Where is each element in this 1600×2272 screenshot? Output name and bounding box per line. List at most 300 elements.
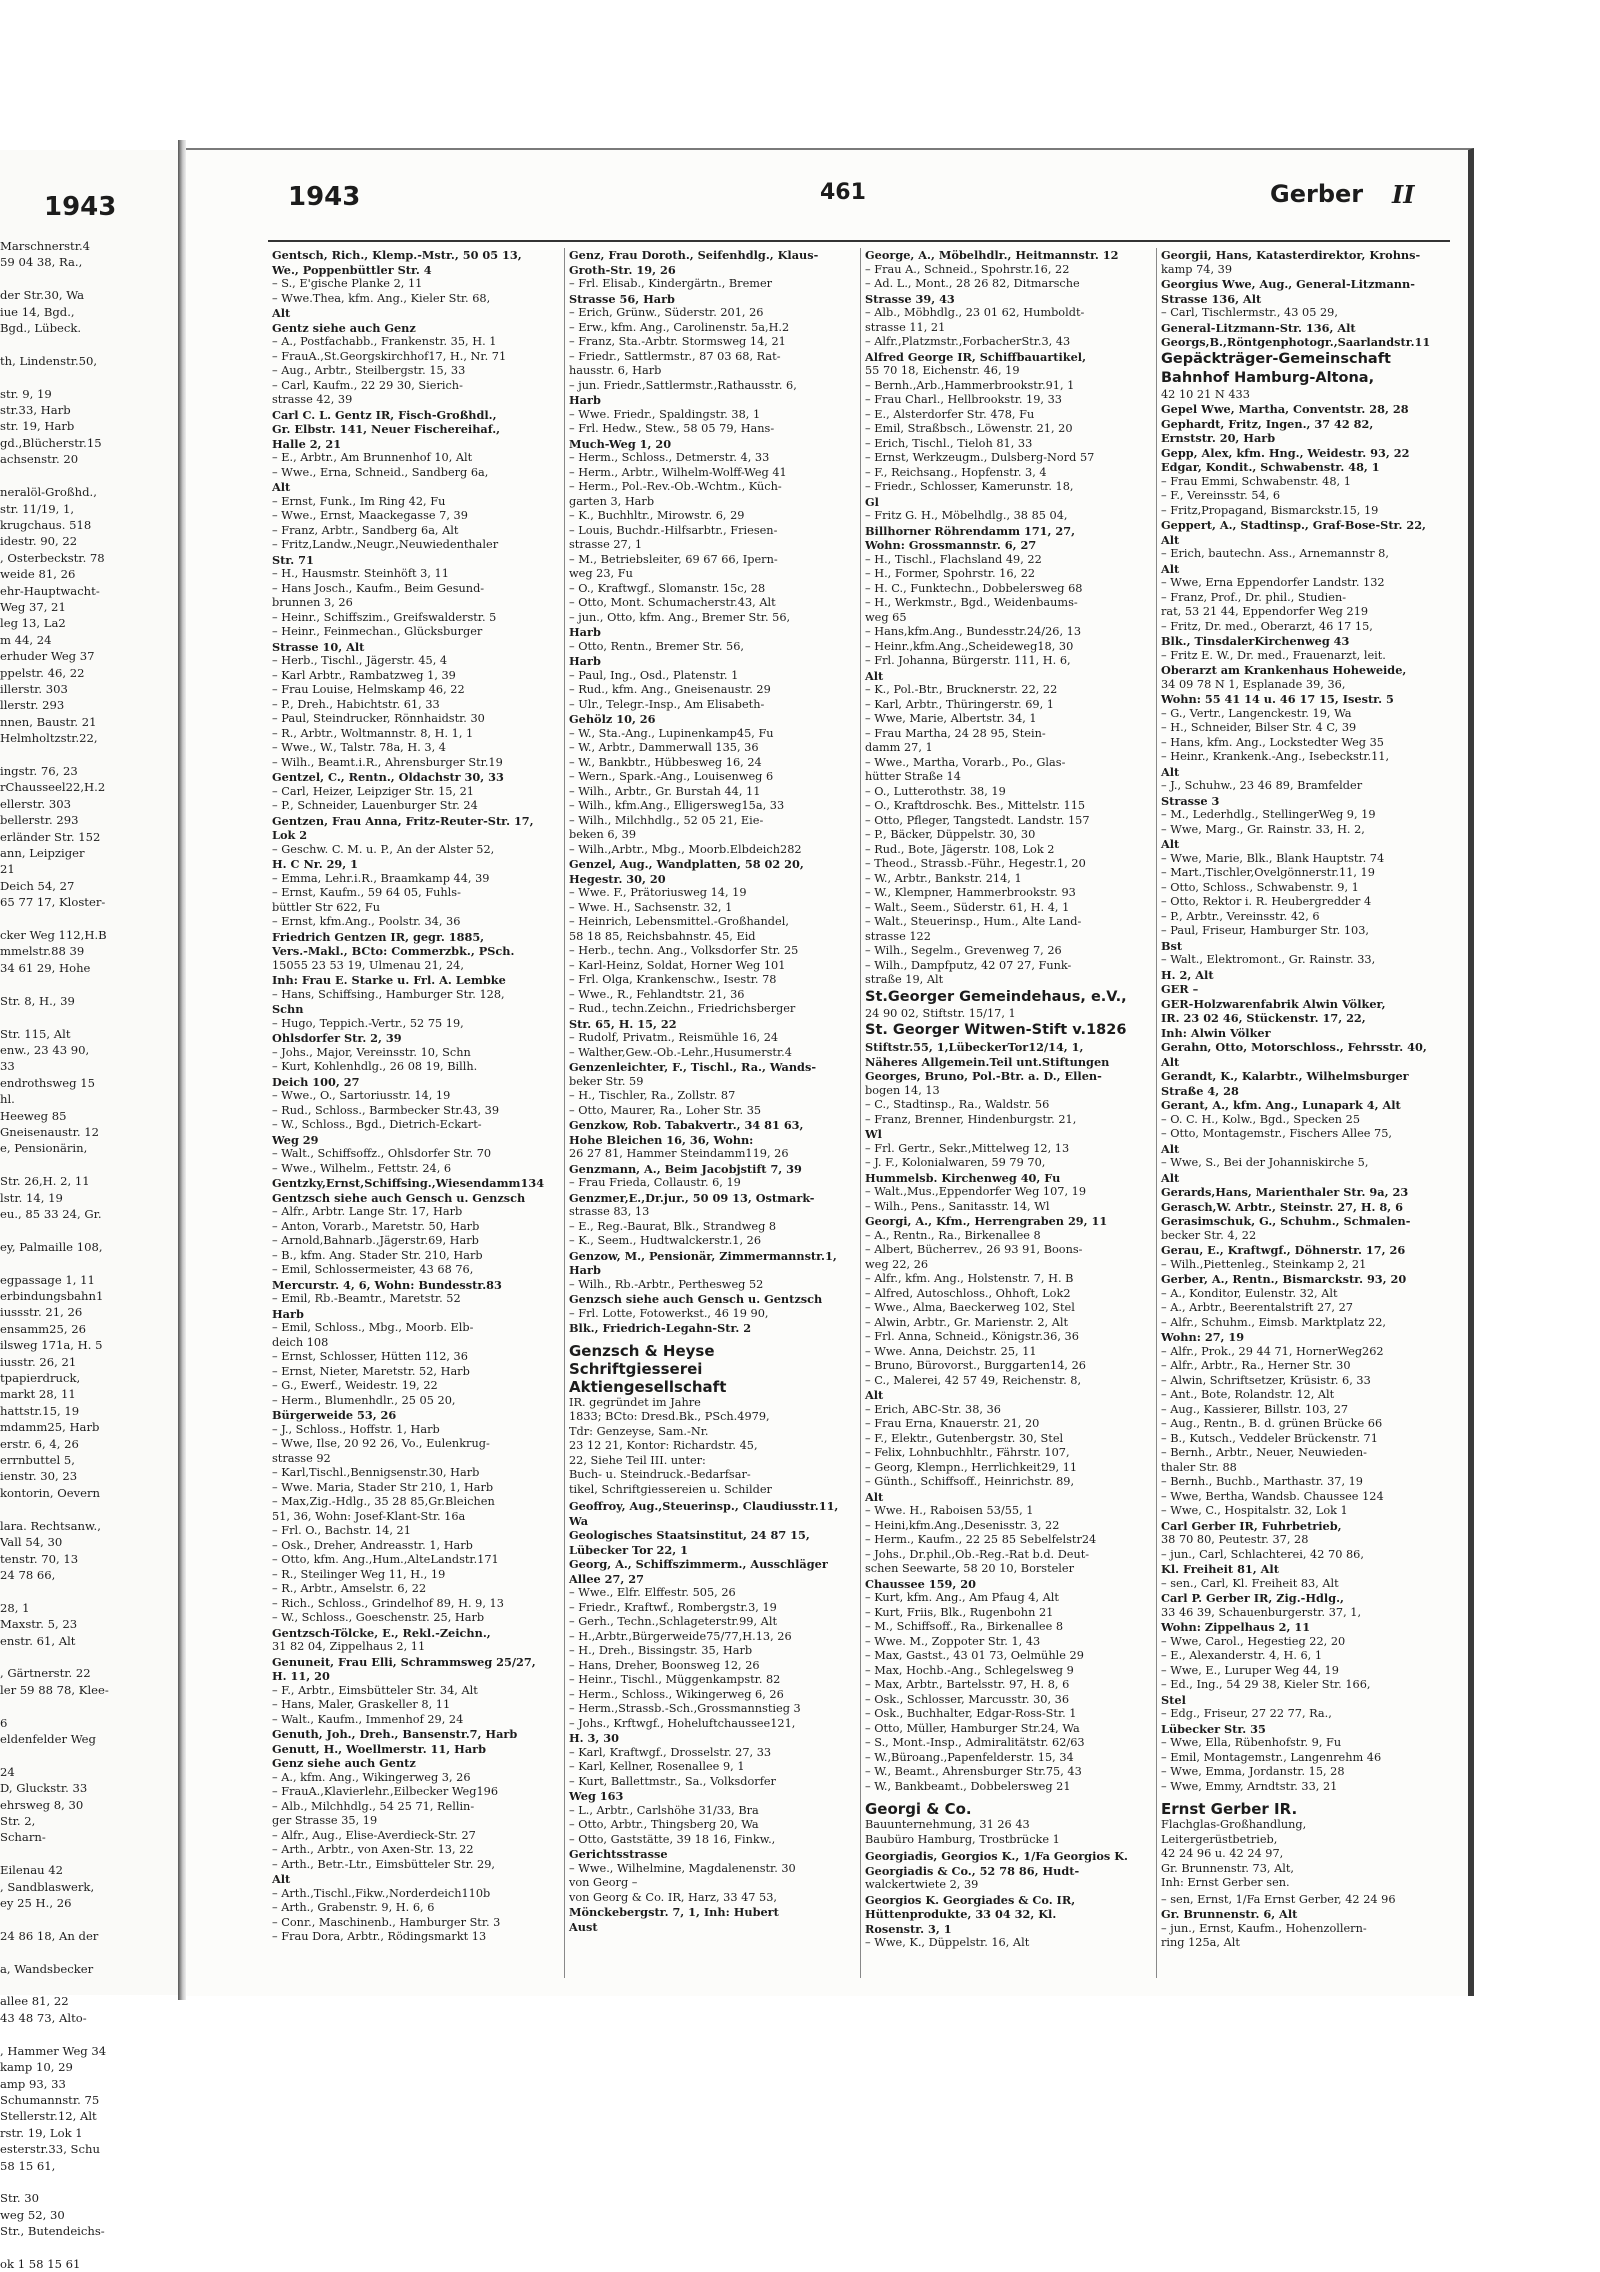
directory-heading: Straße 4, 28 [1161, 1083, 1239, 1098]
directory-entry: – Kurt, Friis, Blk., Rugenbohn 21 [865, 1605, 1054, 1619]
left-page-line: ey, Palmaille 108, [0, 1239, 103, 1254]
left-page-line: Eilenau 42 [0, 1863, 64, 1878]
left-page-line: , Hammer Weg 34 [0, 2043, 107, 2058]
directory-heading: Genzkow, Rob. Tabakvertr., 34 81 63, [569, 1118, 804, 1132]
directory-entry: strasse 122 [865, 929, 931, 943]
directory-heading: Genuneit, Frau Elli, Schrammsweg 25/27, [272, 1654, 536, 1669]
directory-entry: – Max, Hochb.-Ang., Schlegelsweg 9 [865, 1663, 1074, 1677]
directory-entry: – E., Arbtr., Am Brunnenhof 10, Alt [272, 451, 473, 464]
directory-entry: – Ernst, Kaufm., 59 64 05, Fuhls- [272, 886, 461, 899]
left-page-line: ppelstr. 46, 22 [0, 665, 85, 680]
directory-heading: Much-Weg 1, 20 [569, 436, 672, 451]
directory-heading: IR. 23 02 46, Stückenstr. 17, 22, [1161, 1011, 1366, 1025]
directory-entry: – Wwe., Erna, Schneid., Sandberg 6a, [272, 465, 489, 479]
directory-entry: von Georg – [569, 1876, 638, 1889]
directory-heading: Str. 71 [272, 552, 314, 567]
directory-entry: – Wilh., Segelm., Grevenweg 7, 26 [865, 944, 1062, 957]
firm-line: Buch- u. Steindruck.-Bedarfsar- [569, 1468, 751, 1481]
firm-line: 23 12 21, Kontor: Richardstr. 45, [569, 1439, 758, 1452]
left-page-line: lara. Rechtsanw., [0, 1518, 101, 1533]
left-page-line: 65 77 17, Kloster- [0, 895, 106, 910]
directory-entry: – Frl. O., Bachstr. 14, 21 [272, 1524, 411, 1537]
directory-entry: – H., Tischler, Ra., Zollstr. 87 [569, 1089, 736, 1102]
left-page-line: Scharn- [0, 1830, 46, 1845]
directory-entry: – jun., Carl, Schlachterei, 42 70 86, [1161, 1547, 1364, 1561]
left-page-line: m 44, 24 [0, 632, 52, 647]
directory-entry: – Wilh.,Piettenleg., Steinkamp 2, 21 [1161, 1257, 1367, 1271]
directory-heading: Gerasch,W. Arbtr., Steinstr. 27, H. 8, 6 [1161, 1199, 1403, 1214]
left-page-line [0, 1583, 176, 1599]
directory-entry: strasse 42, 39 [272, 393, 353, 406]
directory-entry: – Friedr., Kraftwf., Rombergstr.3, 19 [569, 1600, 777, 1614]
directory-heading: Carl P. Gerber IR, Zig.-Hdlg., [1161, 1591, 1344, 1605]
directory-heading: Wohn: 55 41 14 u. 46 17 15, Isestr. 5 [1161, 692, 1394, 706]
directory-entry: hütter Straße 14 [865, 770, 961, 783]
directory-entry: – Ed., Ing., 54 29 38, Kieler Str. 166, [1161, 1678, 1371, 1691]
directory-entry: rat, 53 21 44, Eppendorfer Weg 219 [1161, 605, 1369, 618]
left-page-line: mdamm25, Harb [0, 1420, 100, 1435]
directory-entry: – Alfr.,Platzmstr.,ForbacherStr.3, 43 [865, 335, 1071, 348]
directory-entry: weg 22, 26 [865, 1257, 929, 1271]
directory-entry: – Herm.,Strassb.-Sch.,Grossmannstieg 3 [569, 1702, 801, 1715]
directory-entry: – Herb., techn. Ang., Volksdorfer Str. 25 [569, 944, 799, 957]
directory-heading: Alt [1161, 764, 1180, 779]
directory-entry: – P., Bäcker, Düppelstr. 30, 30 [865, 828, 1036, 841]
left-page-line: Str. 30 [0, 2191, 39, 2206]
left-page-line: hattstr.15, 19 [0, 1403, 80, 1418]
directory-heading: Gerahn, Otto, Motorschloss., Fehrsstr. 40, [1161, 1040, 1427, 1054]
directory-heading: Genz, Frau Doroth., Seifenhdlg., Klaus- [569, 248, 819, 262]
directory-entry: von Georg & Co. IR, Harz, 33 47 53, [569, 1890, 778, 1904]
left-page-line: rChausseel22,H.2 [0, 780, 106, 795]
directory-entry: – Heinr., Feinmechan., Glücksburger [272, 625, 483, 638]
directory-entry: – Emil, Schlossermeister, 43 68 76, [272, 1263, 474, 1276]
left-page-line: amp 93, 33 [0, 2076, 66, 2091]
directory-entry: – E., Reg.-Baurat, Blk., Strandweg 8 [569, 1219, 777, 1233]
directory-entry: – Hans, Dreher, Boonsweg 12, 26 [569, 1658, 760, 1672]
directory-entry: – Wilh.,Arbtr., Mbg., Moorb.Elbdeich282 [569, 842, 802, 856]
directory-entry: – Erich, bautechn. Ass., Arnemannstr 8, [1161, 547, 1389, 560]
directory-entry: – Wern., Spark.-Ang., Louisenweg 6 [569, 770, 774, 783]
directory-entry: – Bernh.,Arb.,Hammerbrookstr.91, 1 [865, 378, 1075, 392]
left-page-line: Helmholtzstr.22, [0, 731, 98, 746]
directory-entry: – Hugo, Teppich.-Vertr., 52 75 19, [272, 1016, 464, 1030]
left-page-line: 24 86 18, An der [0, 1928, 99, 1943]
directory-entry: – Alwin, Schriftsetzer, Krüsistr. 6, 33 [1161, 1373, 1371, 1387]
directory-entry: – Wwe., R., Fehlandtstr. 21, 36 [569, 987, 745, 1001]
directory-heading: St.Georger Gemeindehaus, e.V., [865, 988, 1127, 1005]
directory-entry: – Frl. Anna, Schneid., Königstr.36, 36 [865, 1330, 1079, 1343]
directory-entry: – Frau Charl., Hellbrookstr. 19, 33 [865, 393, 1062, 406]
directory-heading: Geppert, A., Stadtinsp., Graf-Bose-Str. 22, [1161, 518, 1426, 532]
directory-heading: Genzmann, A., Beim Jacobjstift 7, 39 [569, 1161, 802, 1176]
left-page-line: 28, 1 [0, 1600, 30, 1615]
directory-entry: – Herm., Schloss., Detmerstr. 4, 33 [569, 451, 770, 464]
directory-entry: – Gerh., Techn.,Schlageterstr.99, Alt [569, 1615, 777, 1628]
directory-heading: Hegestr. 30, 20 [569, 871, 666, 886]
directory-entry: – P., Arbtr., Vereinsstr. 42, 6 [1161, 909, 1320, 923]
directory-entry: – Otto, kfm. Ang.,Hum.,AlteLandstr.171 [272, 1553, 499, 1566]
directory-entry: – Otto, Rektor i. R. Heubergredder 4 [1161, 895, 1372, 908]
directory-entry: – Otto, Pfleger, Tangstedt. Landstr. 157 [865, 813, 1090, 827]
directory-entry: – Johs., Krftwgf., Hoheluftchaussee121, [569, 1716, 796, 1730]
directory-entry: – Wilh., Beamt.i.R., Ahrensburger Str.19 [272, 755, 503, 769]
directory-entry: – Wwe, Emmy, Arndtstr. 33, 21 [1161, 1779, 1338, 1793]
left-page-line: , Sandblaswerk, [0, 1879, 95, 1894]
directory-entry: – E., Alexanderstr. 4, H. 6, 1 [1161, 1649, 1323, 1662]
directory-heading: Blk., TinsdalerKirchenweg 43 [1161, 634, 1350, 648]
firm-line: Tdr: Genzeyse, Sam.-Nr. [569, 1424, 709, 1438]
firm-advertisement [1161, 1800, 1445, 1891]
directory-entry: damm 27, 1 [865, 741, 933, 754]
directory-heading: Lübecker Str. 35 [1161, 1721, 1266, 1736]
directory-heading: Allee 27, 27 [569, 1571, 644, 1586]
directory-entry: – Frau A., Schneid., Spohrstr.16, 22 [865, 262, 1070, 276]
firm-line: 42 24 96 u. 42 24 97, [1161, 1847, 1284, 1860]
column-2 [564, 248, 857, 1978]
directory-entry: – Otto, Montagemstr., Fischers Allee 75, [1161, 1127, 1393, 1140]
left-page-line: Str. 26,H. 2, 11 [0, 1174, 90, 1189]
directory-heading: Harb [569, 393, 601, 407]
directory-entry: – Hans Josch., Kaufm., Beim Gesund- [272, 581, 485, 595]
directory-entry: – Bernh., Buchb., Marthastr. 37, 19 [1161, 1475, 1363, 1488]
directory-entry: – Fritz E. W., Dr. med., Frauenarzt, leit. [1161, 648, 1386, 662]
directory-entry: – Otto, Gaststätte, 39 18 16, Finkw., [569, 1832, 776, 1846]
directory-heading: Lok 2 [272, 828, 308, 842]
directory-entry: – S., Mont.-Insp., Admiralitätstr. 62/63 [865, 1736, 1085, 1749]
directory-entry: – Friedr., Sattlermstr., 87 03 68, Rat- [569, 349, 781, 363]
left-page-line: 24 [0, 1764, 15, 1779]
directory-entry: – Alfr., Aug., Elise-Averdieck-Str. 27 [272, 1828, 476, 1842]
directory-heading: Alt [272, 480, 291, 494]
left-page-line: Gneisenaustr. 12 [0, 1124, 99, 1139]
directory-heading: Alt [1161, 561, 1180, 576]
directory-entry: – Alfr., Arbtr., Ra., Herner Str. 30 [1161, 1359, 1351, 1372]
directory-entry: – L., Arbtr., Carlshöhe 31/33, Bra [569, 1803, 759, 1817]
directory-entry: – K., Buchhltr., Mirowstr. 6, 29 [569, 509, 745, 522]
directory-entry: – P., Schneider, Lauenburger Str. 24 [272, 799, 478, 812]
left-page-line: illerstr. 303 [0, 681, 68, 696]
directory-heading: Geologisches Staatsinstitut, 24 87 15, [569, 1528, 810, 1542]
left-page-line [0, 1698, 176, 1714]
directory-heading: Gerards,Hans, Marienthaler Str. 9a, 23 [1161, 1185, 1409, 1199]
left-page-line [0, 1649, 176, 1665]
directory-entry: – Osk., Schlosser, Marcusstr. 30, 36 [865, 1692, 1070, 1706]
directory-heading: Gentzky,Ernst,Schiffsing.,Wiesendamm134 [272, 1176, 545, 1190]
left-page-line: llerstr. 293 [0, 698, 65, 713]
directory-entry: – Wwe, Marg., Gr. Rainstr. 33, H. 2, [1161, 822, 1365, 836]
directory-heading: Strasse 136, Alt [1161, 291, 1262, 306]
left-page-line: str. 9, 19 [0, 386, 52, 401]
firm-advertisement [569, 1342, 853, 1498]
directory-entry: – G., Vertr., Langenckestr. 19, Wa [1161, 706, 1352, 720]
directory-entry: – Erich, Tischl., Tieloh 81, 33 [865, 436, 1033, 450]
directory-heading: Strasse 3 [1161, 793, 1220, 808]
directory-entry: – M., Betriebsleiter, 69 67 66, Ipern- [569, 552, 778, 566]
directory-entry: ring 125a, Alt [1161, 1936, 1240, 1949]
directory-entry: – Fritz, Dr. med., Oberarzt, 46 17 15, [1161, 619, 1373, 633]
left-page-line: str. 19, Harb [0, 419, 75, 434]
directory-entry: – Wwe. Maria, Stader Str 210, 1, Harb [272, 1480, 494, 1494]
directory-entry: – Johs., Dr.phil.,Ob.-Reg.-Rat b.d. Deut- [865, 1547, 1090, 1561]
left-page-line: ienstr. 30, 23 [0, 1469, 78, 1484]
directory-heading: Chaussee 159, 20 [865, 1576, 976, 1591]
left-page-line: eldenfelder Weg [0, 1731, 96, 1746]
directory-entry: – Alb., Milchhdlg., 54 25 71, Rellin- [272, 1799, 475, 1813]
directory-entry: – Kurt, Kohlenhdlg., 26 08 19, Billh. [272, 1060, 478, 1073]
directory-entry: – A., Arbtr., Beerentalstrift 27, 27 [1161, 1301, 1353, 1314]
directory-entry: – F., Arbtr., Eimsbütteler Str. 34, Alt [272, 1683, 478, 1697]
left-page-line: 21 [0, 862, 15, 877]
directory-entry: – Karl, Arbtr., Thüringerstr. 69, 1 [865, 697, 1054, 711]
column-4 [1156, 248, 1449, 1978]
directory-entry: – Ernst, Nieter, Maretstr. 52, Harb [272, 1364, 470, 1378]
left-page-line: Bgd., Lübeck. [0, 321, 82, 336]
directory-heading: Geoffroy, Aug.,Steuerinsp., Claudiusstr.11, [569, 1499, 839, 1513]
directory-entry: – Wwe, S., Bei der Johanniskirche 5, [1161, 1156, 1369, 1169]
directory-entry: – Alfr., kfm. Ang., Holstenstr. 7, H. B [865, 1272, 1074, 1285]
directory-entry: – Wilh., Dampfputz, 42 07 27, Funk- [865, 958, 1072, 972]
directory-entry: – Wwe, Emma, Jordanstr. 15, 28 [1161, 1765, 1345, 1778]
directory-entry: – Wwe. Anna, Deichstr. 25, 11 [865, 1344, 1037, 1358]
directory-heading: Harb [569, 625, 601, 639]
directory-entry: – Walther,Gew.-Ob.-Lehr.,Husumerstr.4 [569, 1045, 792, 1059]
directory-entry: 58 18 85, Reichsbahnstr. 45, Eid [569, 929, 756, 943]
left-page-line: , Gärtnerstr. 22 [0, 1666, 91, 1681]
directory-entry: – Felix, Lohnbuchhltr., Fährstr. 107, [865, 1446, 1070, 1459]
directory-heading: Harb [272, 1306, 304, 1321]
directory-entry: – Günth., Schiffsoff., Heinrichstr. 89, [865, 1475, 1075, 1488]
directory-entry: – Rudolf, Privatm., Reismühle 16, 24 [569, 1031, 779, 1044]
directory-heading: Gerber, A., Rentn., Bismarckstr. 93, 20 [1161, 1272, 1407, 1286]
directory-entry: – H., Hausmstr. Steinhöft 3, 11 [272, 567, 449, 580]
page-number: 461 [820, 180, 866, 205]
directory-entry: – Ernst, Schlosser, Hütten 112, 36 [272, 1350, 468, 1363]
left-page-line: iusstr. 26, 21 [0, 1354, 77, 1369]
left-page-line [0, 1222, 176, 1238]
directory-entry: 38 70 80, Peutestr. 37, 28 [1161, 1533, 1309, 1546]
directory-entry: – W., Sta.-Ang., Lupinenkamp45, Fu [569, 726, 774, 740]
directory-entry: – Herm., Blumenhdlr., 25 05 20, [272, 1393, 456, 1407]
directory-entry: hausstr. 6, Harb [569, 364, 662, 377]
left-page-line: ler 59 88 78, Klee- [0, 1682, 109, 1697]
directory-entry: – Karl-Heinz, Soldat, Horner Weg 101 [569, 958, 786, 972]
directory-heading: Mönckebergstr. 7, 1, Inh: Hubert [569, 1905, 779, 1919]
directory-heading: Wohn: Zippelhaus 2, 11 [1161, 1620, 1311, 1634]
firm-line: IR. gegründet im Jahre [569, 1395, 701, 1409]
directory-entry: – Alwin, Arbtr., Gr. Marienstr. 2, Alt [865, 1315, 1069, 1329]
directory-entry: 51, 36, Wohn: Josef-Klant-Str. 16a [272, 1509, 466, 1523]
directory-heading: Inh: Frau E. Starke u. Frl. A. Lembke [272, 973, 506, 987]
left-page-line: ehr-Hauptwacht- [0, 583, 100, 598]
directory-heading: Gentzen, Frau Anna, Fritz-Reuter-Str. 17, [272, 813, 534, 828]
directory-heading: Edgar, Kondit., Schwabenstr. 48, 1 [1161, 460, 1380, 474]
directory-heading: H. 11, 20 [272, 1669, 330, 1683]
directory-entry: beken 6, 39 [569, 828, 637, 841]
directory-entry: – B., Kutsch., Veddeler Brückenstr. 71 [1161, 1431, 1378, 1445]
directory-entry: – Arth., Arbtr., von Axen-Str. 13, 22 [272, 1843, 474, 1856]
directory-entry: – Anton, Vorarb., Maretstr. 50, Harb [272, 1219, 480, 1233]
firm-line: Gr. Brunnenstr. 73, Alt, [1161, 1861, 1294, 1875]
directory-heading: Alt [865, 668, 884, 683]
directory-heading: Georgiadis, Georgios K., 1/Fa Georgios K. [865, 1849, 1128, 1863]
directory-heading: Alt [1161, 837, 1180, 851]
left-page-line: achsenstr. 20 [0, 452, 79, 467]
left-page-line: neralöl-Großhd., [0, 485, 97, 500]
directory-heading: Georgios K. Georgiades & Co. IR, [865, 1892, 1076, 1907]
directory-entry: – B., kfm. Ang. Stader Str. 210, Harb [272, 1248, 483, 1262]
directory-entry: ger Strasse 35, 19 [272, 1814, 378, 1827]
left-page-line: eu., 85 33 24, Gr. [0, 1206, 102, 1221]
directory-heading: Lübecker Tor 22, 1 [569, 1542, 688, 1557]
directory-heading: Genutt, H., Woellmerstr. 11, Harb [272, 1741, 486, 1756]
directory-entry: – Otto, Arbtr., Thingsberg 20, Wa [569, 1818, 759, 1831]
directory-entry: bogen 14, 13 [865, 1083, 940, 1097]
directory-heading: Strasse 10, Alt [272, 639, 365, 654]
directory-entry: – Wwe., Elfr. Elffestr. 505, 26 [569, 1586, 736, 1599]
directory-entry: – Ant., Bote, Rolandstr. 12, Alt [1161, 1388, 1335, 1401]
directory-entry: – Otto, Müller, Hamburger Str.24, Wa [865, 1721, 1080, 1735]
left-page-line: ok 1 58 15 61 [0, 2256, 81, 2271]
left-page-line: leg 13, La2 [0, 616, 66, 631]
directory-heading: Genzel, Aug., Wandplatten, 58 02 20, [569, 857, 804, 871]
directory-entry: – H., Werkmstr., Bgd., Weidenbaums- [865, 596, 1078, 609]
directory-entry: beker Str. 59 [569, 1074, 644, 1088]
directory-heading: Wl [865, 1127, 882, 1141]
left-page-line: idestr. 90, 22 [0, 534, 78, 549]
directory-entry: – W., Bankbtr., Hübbesweg 16, 24 [569, 755, 762, 769]
left-page-line [0, 1157, 176, 1173]
directory-entry: – Alfr., Schuhm., Eimsb. Marktplatz 22, [1161, 1315, 1386, 1329]
left-page-line: str. 11/19, 1, [0, 501, 75, 516]
directory-heading: Wohn: Grossmannstr. 6, 27 [865, 538, 1037, 552]
directory-entry: – Erich, Grünw., Süderstr. 201, 26 [569, 306, 764, 319]
directory-entry: – Wwe., Wilhelmine, Magdalenenstr. 30 [569, 1861, 796, 1875]
directory-entry: – O. C. H., Kolw., Bgd., Specken 25 [1161, 1112, 1361, 1126]
left-page-line: a, Wandsbecker [0, 1961, 94, 1976]
directory-entry: – Arth., Betr.-Ltr., Eimsbütteler Str. 29, [272, 1857, 495, 1871]
left-page-line: erländer Str. 152 [0, 829, 101, 844]
directory-heading: Groth-Str. 19, 26 [569, 262, 676, 277]
directory-heading: Genzenleichter, F., Tischl., Ra., Wands- [569, 1060, 817, 1074]
firm-line: Inh: Ernst Gerber sen. [1161, 1876, 1290, 1889]
directory-entry: – Frau Frieda, Collaustr. 6, 19 [569, 1176, 741, 1189]
left-page-line: krugchaus. 518 [0, 517, 92, 532]
directory-entry: – Arth.,Tischl.,Fikw.,Norderdeich110b [272, 1886, 491, 1900]
directory-entry: – Franz, Arbtr., Sandberg 6a, Alt [272, 523, 459, 537]
directory-heading: Hohe Bleichen 16, 36, Wohn: [569, 1132, 754, 1147]
directory-entry: – Rud., kfm. Ang., Gneisenaustr. 29 [569, 683, 771, 696]
directory-entry: – Arth., Grabenstr. 9, H. 6, 6 [272, 1901, 435, 1914]
left-page-line: Str. 2, [0, 1814, 36, 1828]
left-page-line: der Str.30, Wa [0, 288, 85, 303]
directory-entry: – Hans, Schiffsing., Hamburger Str. 128, [272, 987, 505, 1001]
left-page-line: errnbuttel 5, [0, 1453, 75, 1468]
left-page-line: erbindungsbahn1 [0, 1289, 104, 1303]
directory-entry: – Louis, Buchdr.-Hilfsarbtr., Friesen- [569, 523, 778, 537]
directory-entry: – Carl, Tischlermstr., 43 05 29, [1161, 306, 1338, 319]
directory-heading: Georgs,B.,Röntgenphotogr.,Saarlandstr.11 [1161, 335, 1431, 349]
directory-entry: – Alb., Möbhdlg., 23 01 62, Humboldt- [865, 306, 1085, 319]
directory-entry: – sen., Carl, Kl. Freiheit 83, Alt [1161, 1576, 1339, 1590]
directory-entry: – Frl. Johanna, Bürgerstr. 111, H. 6, [865, 654, 1071, 667]
left-page-line: gd.,Blücherstr.15 [0, 435, 102, 450]
left-page-line [0, 1255, 176, 1271]
directory-entry: – Wilh., Rb.-Arbtr., Perthesweg 52 [569, 1277, 764, 1291]
directory-heading: Bürgerweide 53, 26 [272, 1408, 397, 1422]
directory-entry: – Wwe, E., Luruper Weg 44, 19 [1161, 1663, 1339, 1677]
directory-entry: – H., Schneider, Bilser Str. 4 C, 39 [1161, 721, 1357, 734]
directory-entry: – G., Ewerf., Weidestr. 19, 22 [272, 1379, 438, 1392]
left-page-line [0, 2174, 176, 2190]
directory-entry: – Wwe. H., Raboisen 53/55, 1 [865, 1504, 1034, 1517]
directory-heading: General-Litzmann-Str. 136, Alt [1161, 320, 1356, 335]
directory-heading: Gerasimschuk, G., Schuhm., Schmalen- [1161, 1214, 1411, 1228]
directory-entry: – Walt., Seem., Süderstr. 61, H. 4, 1 [865, 900, 1070, 914]
directory-heading: Gerau, E., Kraftwgf., Döhnerstr. 17, 26 [1161, 1243, 1406, 1257]
directory-entry: strasse 92 [272, 1451, 331, 1465]
page-year: 1943 [288, 182, 361, 212]
directory-heading: We., Poppenbüttler Str. 4 [272, 262, 432, 277]
directory-entry: – Franz, Prof., Dr. phil., Studien- [1161, 590, 1347, 604]
left-page-line: e, Pensionärin, [0, 1141, 88, 1156]
directory-heading: Näheres Allgemein.Teil unt.Stiftungen [865, 1054, 1110, 1069]
left-page-line: 43 48 73, Alto- [0, 2010, 87, 2025]
directory-entry: – Geschw. C. M. u. P., An der Alster 52, [272, 842, 495, 856]
directory-entry: – Conr., Maschinenb., Hamburger Str. 3 [272, 1915, 501, 1929]
directory-entry: – Wwe. F., Prätoriusweg 14, 19 [569, 886, 747, 899]
directory-entry: – A., Konditor, Eulenstr. 32, Alt [1161, 1286, 1338, 1300]
directory-entry: – Otto, Schloss., Schwabenstr. 9, 1 [1161, 880, 1359, 894]
directory-entry: – Frl. Elisab., Kindergärtn., Bremer [569, 277, 773, 290]
directory-entry: 15055 23 53 19, Ulmenau 21, 24, [272, 958, 464, 972]
left-page-line [0, 2240, 176, 2256]
directory-entry: – Rud., Bote, Jägerstr. 108, Lok 2 [865, 842, 1055, 856]
directory-entry: – Osk., Buchhalter, Edgar-Ross-Str. 1 [865, 1707, 1077, 1720]
directory-entry: – Paul, Ing., Osd., Platenstr. 1 [569, 668, 739, 682]
directory-heading: Halle 2, 21 [272, 436, 342, 451]
left-page-line: Heeweg 85 [0, 1108, 67, 1123]
directory-heading: Alfred George IR, Schiffbauartikel, [865, 349, 1087, 364]
directory-heading: Gentzsch-Tölcke, E., Rekl.-Zeichn., [272, 1625, 491, 1640]
right-page [186, 148, 1474, 1996]
directory-entry: – Ad. L., Mont., 28 26 82, Ditmarsche [865, 277, 1080, 290]
directory-heading: Harb [569, 654, 601, 668]
directory-entry: – Carl, Kaufm., 22 29 30, Sierich- [272, 378, 463, 392]
directory-heading: Billhorner Röhrendamm 171, 27, [865, 523, 1076, 538]
directory-entry: – R., Arbtr., Amselstr. 6, 22 [272, 1582, 427, 1595]
directory-entry: – R., Steilinger Weg 11, H., 19 [272, 1567, 446, 1581]
directory-entry: – Kurt, kfm. Ang., Am Pfaug 4, Alt [865, 1591, 1059, 1604]
left-page-line [0, 1944, 176, 1960]
directory-heading: Gentz siehe auch Genz [272, 320, 416, 335]
directory-entry: – Wwe, Bertha, Wandsb. Chaussee 124 [1161, 1489, 1384, 1503]
directory-entry: – Mart.,Tischler,Ovelgönnerstr.11, 19 [1161, 866, 1375, 879]
directory-entry: 34 09 78 N 1, Esplanade 39, 36, [1161, 677, 1346, 691]
directory-heading: Alt [1161, 1141, 1180, 1156]
left-page-line: hl. [0, 1092, 15, 1107]
left-page-line: ingstr. 76, 23 [0, 764, 78, 778]
directory-entry: – Wwe, Marie, Blk., Blank Hauptstr. 74 [1161, 851, 1385, 865]
directory-entry: – W., Schloss., Bgd., Dietrich-Eckart- [272, 1118, 482, 1131]
directory-entry: – Herm., Kaufm., 22 25 85 Sebelfelstr24 [865, 1533, 1097, 1546]
directory-entry: strasse 11, 21 [865, 320, 946, 334]
directory-entry: – O., Kraftwgf., Slomanstr. 15c, 28 [569, 581, 766, 595]
directory-entry: – Heinr., Tischl., Müggenkampstr. 82 [569, 1673, 781, 1686]
directory-heading: Gerandt, K., Kalarbtr., Wilhelmsburger [1161, 1069, 1409, 1083]
directory-entry: – Wwe., Martha, Vorarb., Po., Glas- [865, 755, 1066, 769]
directory-entry: 26 27 81, Hammer Steindamm119, 26 [569, 1147, 789, 1160]
